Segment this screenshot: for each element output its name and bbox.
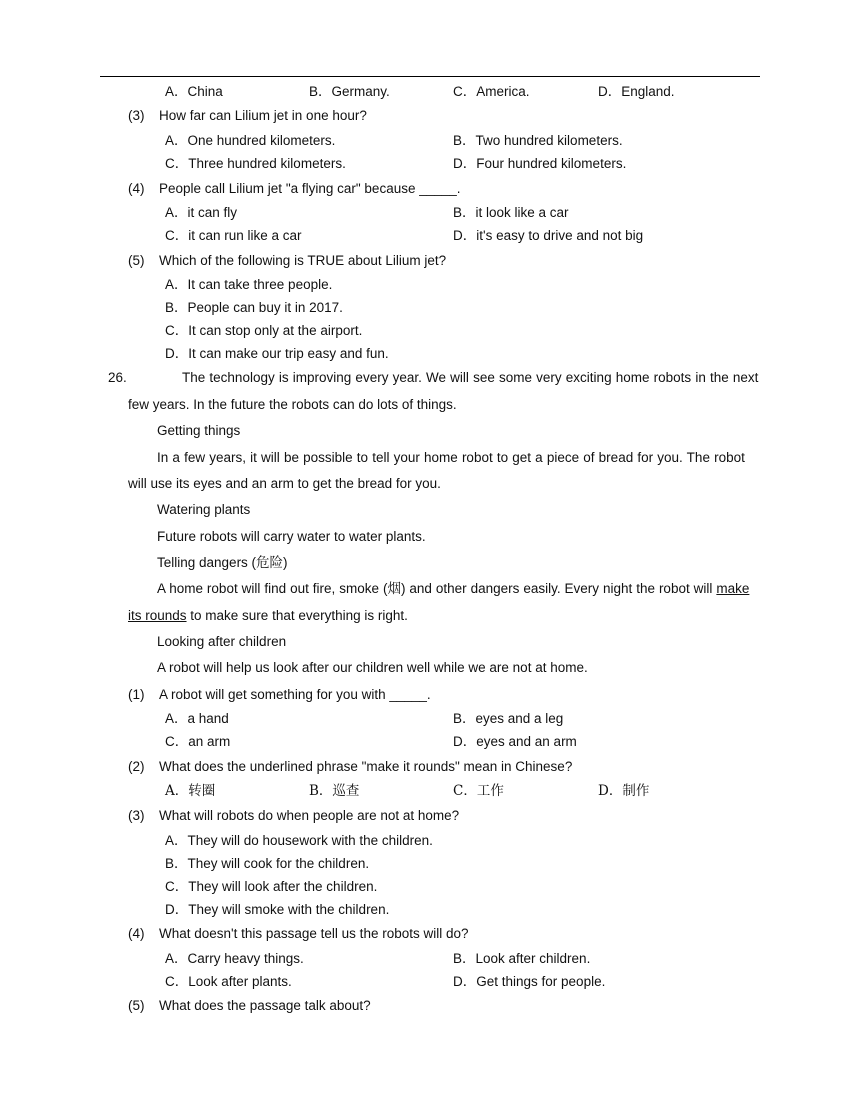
option-c: C．an arm — [165, 734, 231, 749]
question-number: (5) — [128, 998, 145, 1013]
question-text: What does the passage talk about? — [159, 998, 371, 1013]
option-d: D．制作 — [598, 783, 650, 799]
question-text: People call Lilium jet "a flying car" because _____. — [159, 181, 461, 196]
question-number: (3) — [128, 808, 145, 823]
option-b: B．Germany. — [309, 84, 390, 99]
header-rule — [100, 76, 760, 77]
passage-paragraph-cont: will use its eyes and an arm to get the bread for you. — [128, 476, 441, 491]
passage-paragraph-cont — [128, 607, 408, 625]
question-number: (3) — [128, 108, 145, 123]
option-a: A．One hundred kilometers. — [165, 133, 336, 148]
underlined-phrase: make — [716, 581, 750, 596]
question-number: (4) — [128, 926, 145, 941]
question-26-number: 26. — [108, 370, 127, 385]
option-b: B．巡查 — [309, 783, 360, 799]
option-d: D．It can make our trip easy and fun. — [165, 346, 389, 361]
option-c: C．it can run like a car — [165, 228, 302, 243]
option-d: D．They will smoke with the children. — [165, 902, 390, 917]
option-d: D．eyes and an arm — [453, 734, 577, 749]
passage-heading: Getting things — [157, 423, 241, 438]
option-a: A．They will do housework with the children. — [165, 833, 433, 848]
option-a: A．a hand — [165, 711, 229, 726]
option-b: B．it look like a car — [453, 205, 569, 220]
option-d: D．England. — [598, 84, 675, 99]
question-number: (4) — [128, 181, 145, 196]
option-a: A．Carry heavy things. — [165, 951, 304, 966]
passage-heading: Looking after children — [157, 634, 287, 649]
passage-intro-cont: few years. In the future the robots can do lots of things. — [128, 397, 457, 412]
question-number: (1) — [128, 687, 145, 702]
question-text: What will robots do when people are not at home? — [159, 808, 460, 823]
question-text: A robot will get something for you with _____. — [159, 687, 431, 702]
underlined-phrase: its rounds — [128, 608, 187, 623]
question-text: What doesn't this passage tell us the robots will do? — [159, 926, 469, 941]
option-c: C．It can stop only at the airport. — [165, 323, 363, 338]
passage-paragraph — [157, 580, 749, 598]
question-text: How far can Lilium jet in one hour? — [159, 108, 367, 123]
passage-heading: Watering plants — [157, 502, 251, 517]
option-c: C．America. — [453, 84, 530, 99]
option-c: C．Look after plants. — [165, 974, 292, 989]
option-a: A．转圈 — [165, 783, 216, 799]
option-d: D．it's easy to drive and not big — [453, 228, 644, 243]
question-number: (5) — [128, 253, 145, 268]
option-c: C．They will look after the children. — [165, 879, 378, 894]
option-c: C．工作 — [453, 783, 504, 799]
passage-paragraph: In a few years, it will be possible to tell your home robot to get a piece of bread for you. The robot — [157, 450, 745, 465]
option-c: C．Three hundred kilometers. — [165, 156, 346, 171]
option-a: A．China — [165, 84, 223, 99]
question-text: What does the underlined phrase "make it rounds" mean in Chinese? — [159, 759, 573, 774]
passage-text: A home robot will find out fire, smoke (烟) and other dangers easily. Every night the robot will — [157, 581, 717, 596]
option-b: B．Two hundred kilometers. — [453, 133, 623, 148]
option-d: D．Four hundred kilometers. — [453, 156, 627, 171]
option-b: B．They will cook for the children. — [165, 856, 370, 871]
option-b: B．People can buy it in 2017. — [165, 300, 343, 315]
question-number: (2) — [128, 759, 145, 774]
option-b: B．eyes and a leg — [453, 711, 564, 726]
option-a: A．it can fly — [165, 205, 238, 220]
passage-intro: The technology is improving every year. We will see some very exciting home robots in the next — [182, 370, 759, 385]
passage-heading: Telling dangers (危险) — [157, 555, 288, 570]
option-d: D．Get things for people. — [453, 974, 606, 989]
passage-text: to make sure that everything is right. — [186, 608, 408, 623]
question-text: Which of the following is TRUE about Lilium jet? — [159, 253, 447, 268]
option-b: B．Look after children. — [453, 951, 591, 966]
passage-paragraph: A robot will help us look after our children well while we are not at home. — [157, 660, 588, 675]
option-a: A．It can take three people. — [165, 277, 333, 292]
passage-paragraph: Future robots will carry water to water plants. — [157, 529, 426, 544]
